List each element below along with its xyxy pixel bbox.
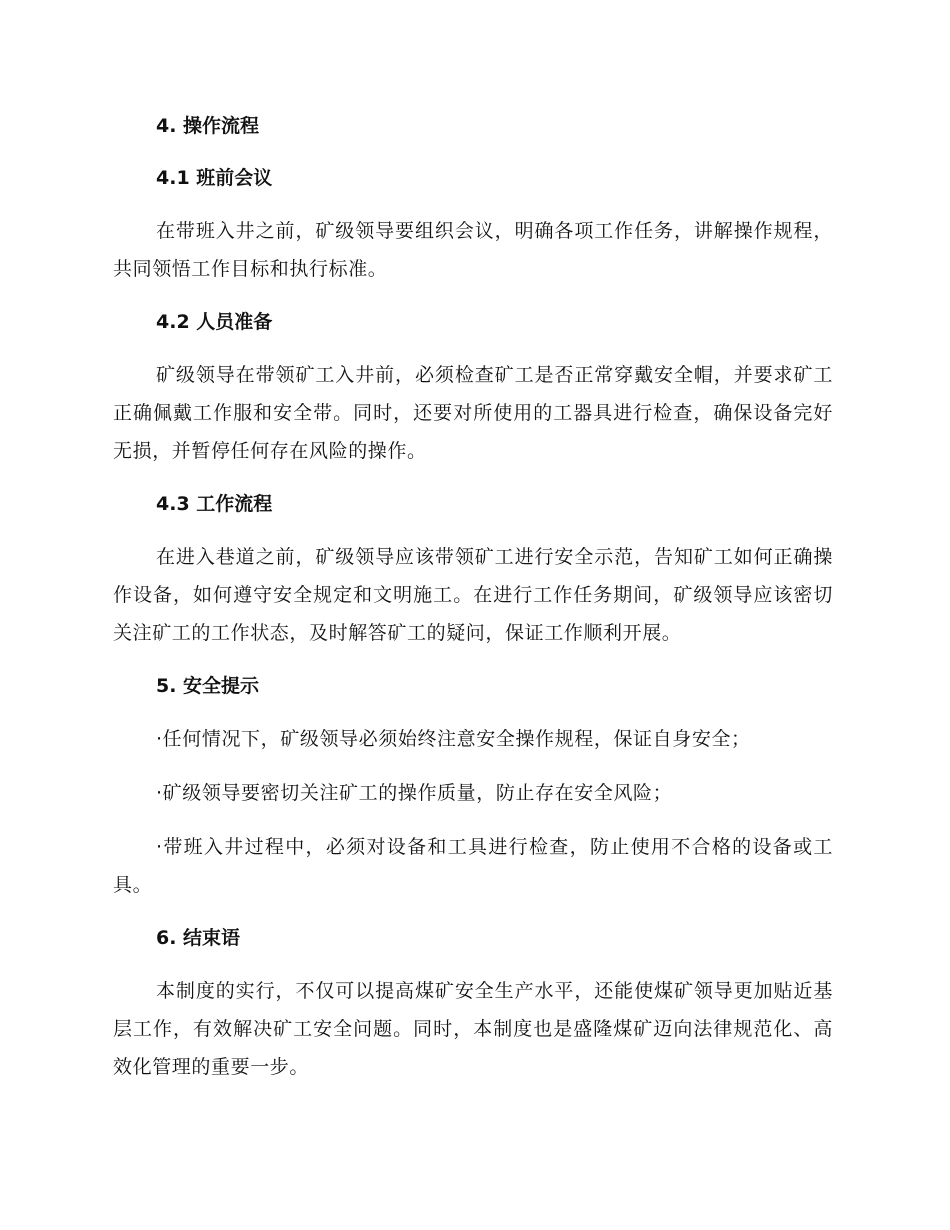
document-content [113, 108, 833, 1086]
safety-bullet-3: ·带班入井过程中，必须对设备和工具进行检查，防止使用不合格的设备或工具。 [113, 836, 833, 896]
section-4-2-heading: 4.2 人员准备 [156, 311, 273, 333]
section-4-3-paragraph: 在进入巷道之前，矿级领导应该带领矿工进行安全示范，告知矿工如何正确操作设备，如何遵守安全规定和文明施工。在进行工作任务期间，矿级领导应该密切关注矿工的工作状态，及时解答矿工的疑问，保证工作顺利开展。 [113, 546, 833, 644]
section-6-paragraph: 本制度的实行，不仅可以提高煤矿安全生产水平，还能使煤矿领导更加贴近基层工作，有效解决矿工安全问题。同时，本制度也是盛隆煤矿迈向法律规范化、高效化管理的重要一步。 [113, 980, 833, 1078]
section-6-heading: 6. 结束语 [156, 927, 241, 949]
safety-bullet-1: ·任何情况下，矿级领导必须始终注意安全操作规程，保证自身安全； [156, 728, 751, 750]
section-4-2-paragraph: 矿级领导在带领矿工入井前，必须检查矿工是否正常穿戴安全帽，并要求矿工正确佩戴工作服和安全带。同时，还要对所使用的工器具进行检查，确保设备完好无损，并暂停任何存在风险的操作。 [113, 364, 833, 462]
section-4-1-paragraph: 在带班入井之前，矿级领导要组织会议，明确各项工作任务，讲解操作规程，共同领悟工作目标和执行标准。 [113, 220, 833, 280]
safety-bullet-2: ·矿级领导要密切关注矿工的操作质量，防止存在安全风险； [156, 782, 673, 804]
section-4-1-heading: 4.1 班前会议 [156, 167, 273, 189]
section-5-heading: 5. 安全提示 [156, 675, 260, 697]
section-4-heading: 4. 操作流程 [156, 115, 260, 137]
section-4-3-heading: 4.3 工作流程 [156, 493, 273, 515]
